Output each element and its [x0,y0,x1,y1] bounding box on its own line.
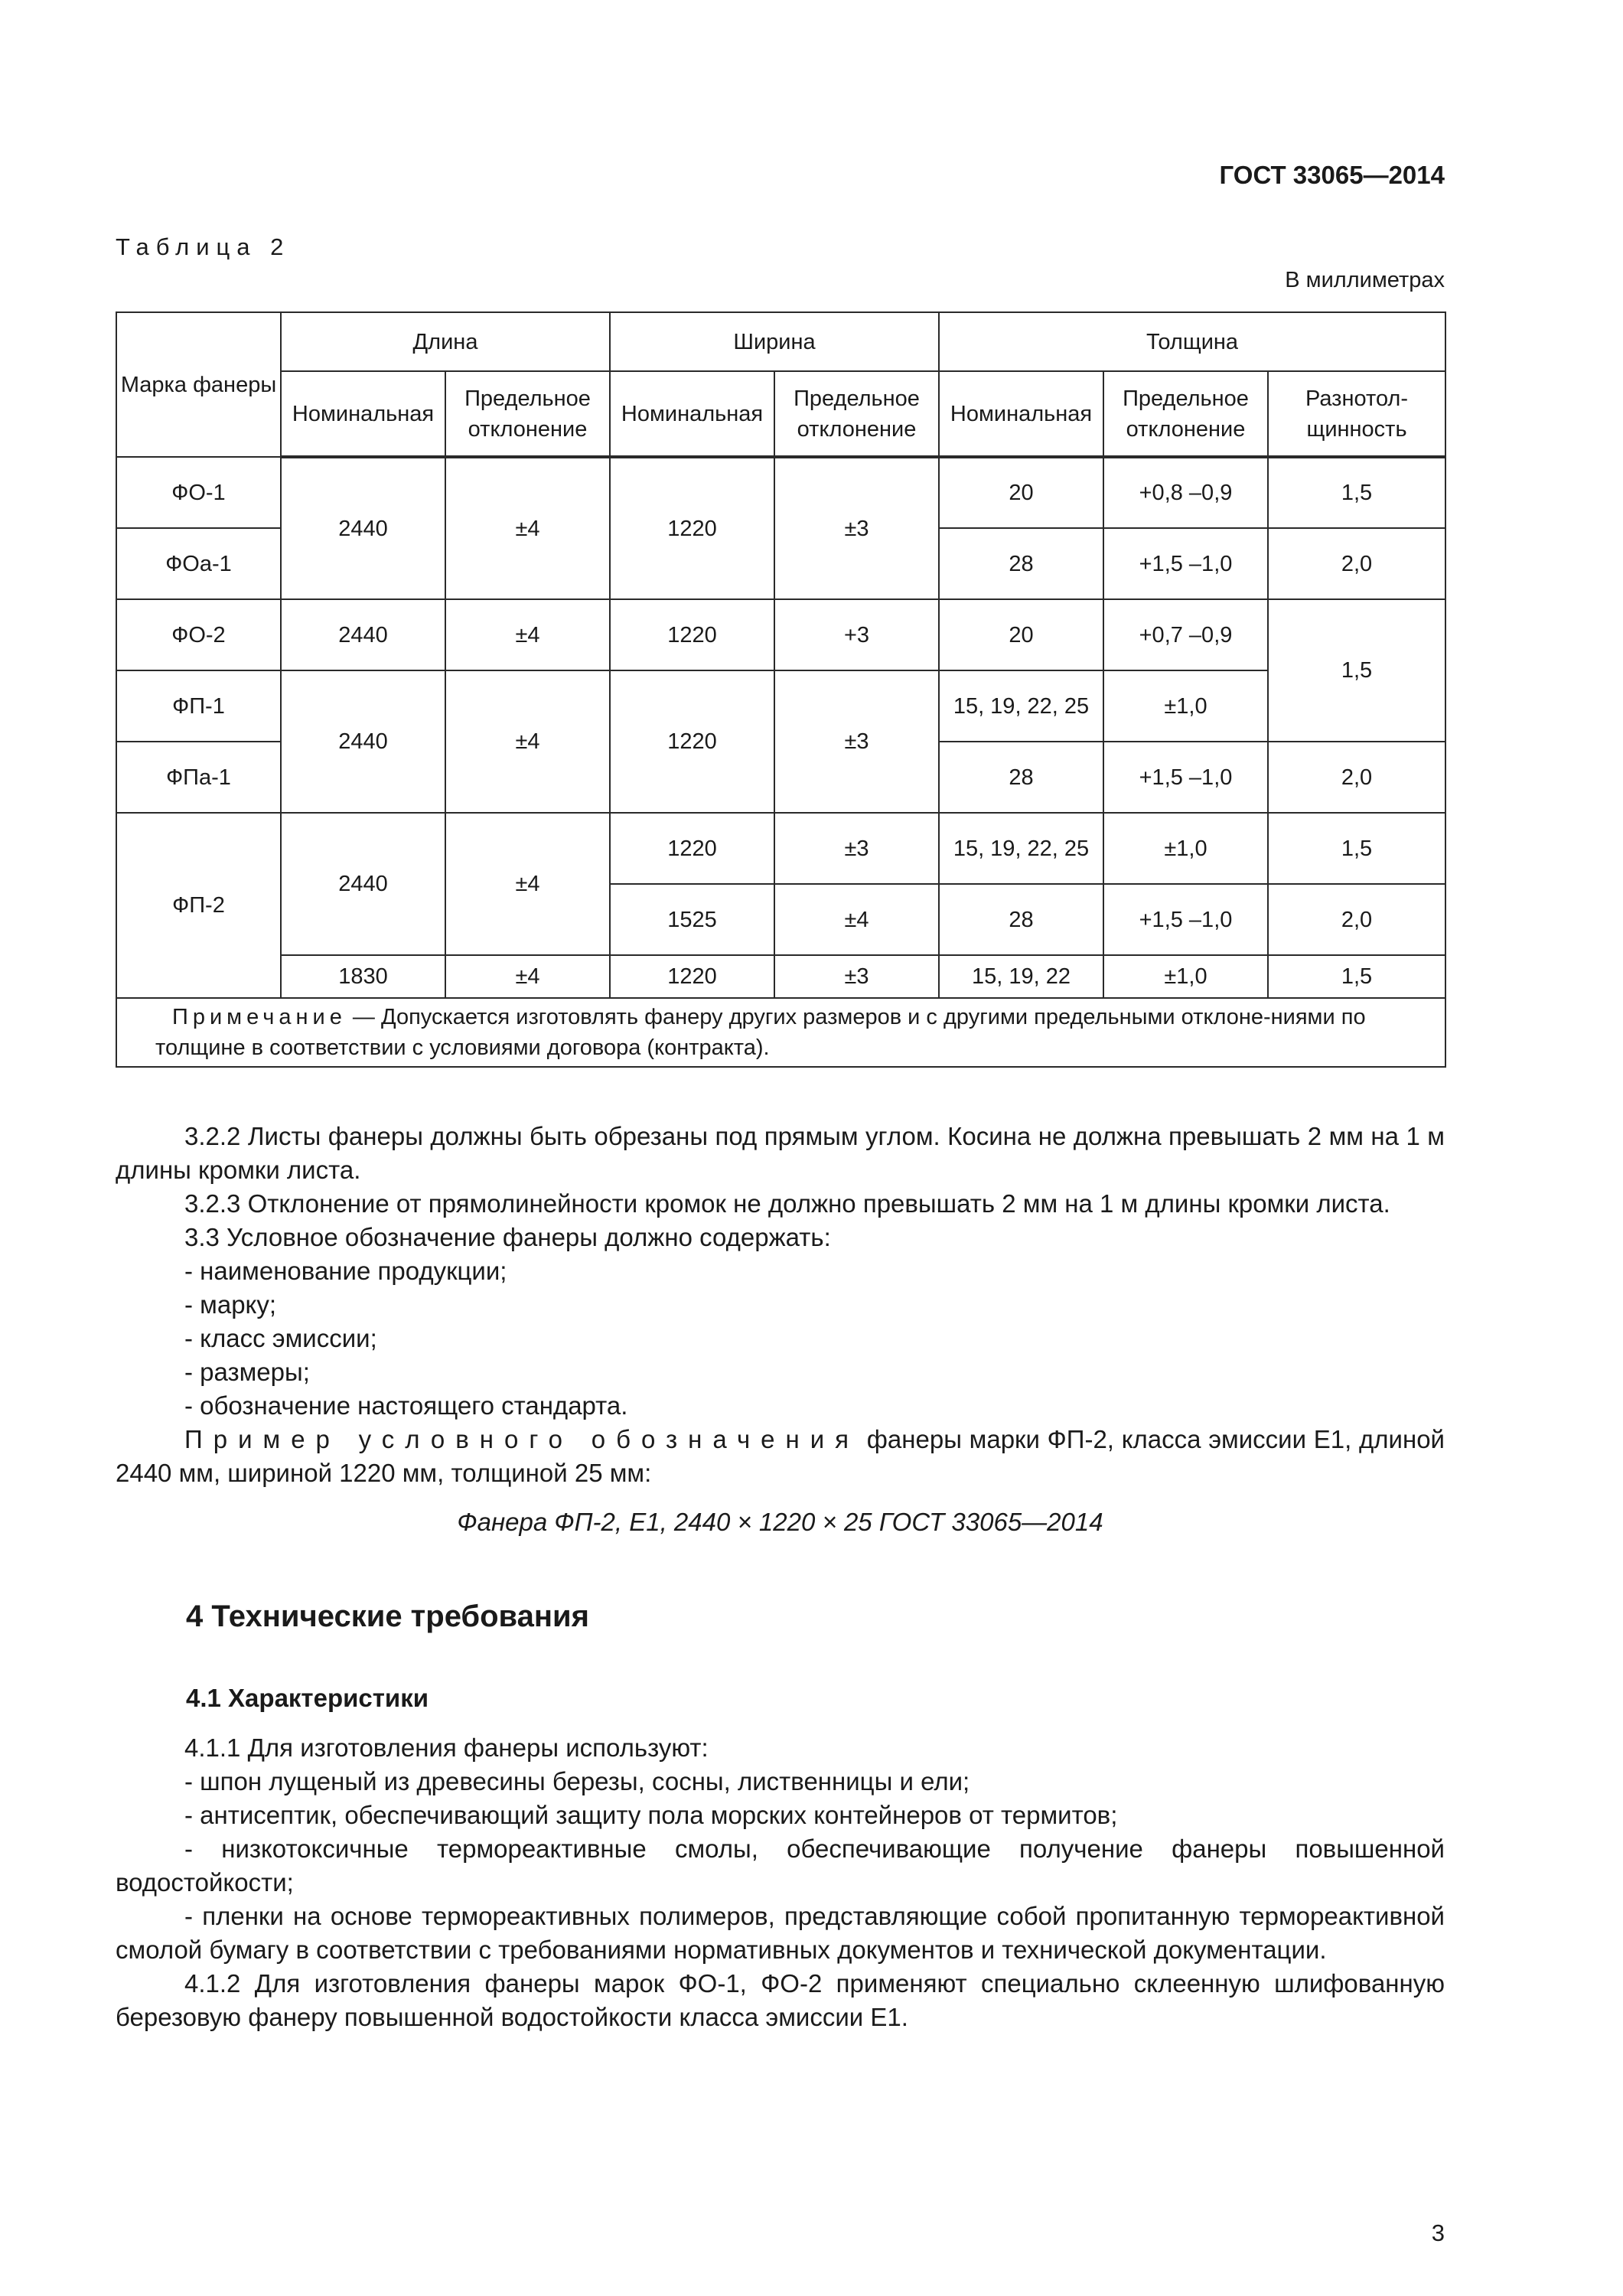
mark-cell: ФО-1 [116,457,281,528]
thickness-variation-cell: 1,5 [1268,457,1445,528]
header-length-deviation: Предельное отклонение [445,371,610,457]
thickness-variation-cell: 1,5 [1268,813,1445,884]
header-width-nominal: Номинальная [610,371,774,457]
list-item: - низкотоксичные термореактивные смолы, обеспечивающие получение фанеры повышенной водостойкости; [116,1835,1445,1896]
example-paragraph [116,1423,1445,1490]
header-thickness-deviation: Предельное отклонение [1103,371,1268,457]
mark-cell: ФП-1 [116,670,281,742]
thickness-variation-cell: 2,0 [1268,742,1445,813]
dimensions-table [116,311,1446,1068]
length-deviation-cell: ±4 [445,670,610,813]
paragraph-3-2-3: 3.2.3 Отклонение от прямолинейности кромок не должно превышать 2 мм на 1 м длины кромки листа. [184,1189,1390,1218]
list-item: - марку; [184,1290,277,1319]
thickness-deviation-cell: +0,7 –0,9 [1103,599,1268,670]
mark-cell: ФО-2 [116,599,281,670]
designation-example: Фанера ФП-2, Е1, 2440 × 1220 × 25 ГОСТ 33065—2014 [457,1508,1103,1536]
length-deviation-cell: ±4 [445,457,610,599]
page-number: 3 [1431,2219,1445,2246]
thickness-deviation-cell: ±1,0 [1103,955,1268,998]
thickness-nominal-cell: 28 [939,742,1103,813]
thickness-nominal-cell: 15, 19, 22, 25 [939,670,1103,742]
paragraph-4-1-1: 4.1.1 Для изготовления фанеры используют: [184,1733,709,1762]
length-nominal-cell: 2440 [281,813,445,955]
length-deviation-cell: ±4 [445,955,610,998]
header-mark: Марка фанеры [116,312,281,457]
width-deviation-cell: ±3 [774,813,939,884]
list-item: - пленки на основе термореактивных полимеров, представляющие собой пропитанную термореактивной смолой бумагу в соответствии с требованиями нормативных документов и технической документации. [116,1902,1445,1964]
header-width: Ширина [610,312,939,371]
width-deviation-cell: ±3 [774,457,939,599]
width-nominal-cell: 1220 [610,599,774,670]
list-item: - обозначение настоящего стандарта. [184,1391,628,1420]
thickness-nominal-cell: 15, 19, 22, 25 [939,813,1103,884]
length-nominal-cell: 2440 [281,457,445,599]
mark-cell: ФОа-1 [116,528,281,599]
header-length: Длина [281,312,610,371]
list-item: - антисептик, обеспечивающий защиту пола морских контейнеров от термитов; [184,1801,1118,1829]
thickness-variation-cell: 1,5 [1268,599,1445,742]
thickness-nominal-cell: 20 [939,457,1103,528]
header-thickness: Толщина [939,312,1445,371]
width-nominal-cell: 1220 [610,955,774,998]
note-label: Примечание [172,1005,347,1029]
width-nominal-cell: 1220 [610,670,774,813]
list-item: - наименование продукции; [184,1257,507,1285]
section-3-text [116,1120,1445,1539]
example-label: Пример условного обозначения [184,1425,860,1453]
table-caption: Таблица 2 [116,233,291,260]
width-nominal-cell: 1525 [610,884,774,955]
thickness-nominal-cell: 28 [939,528,1103,599]
width-deviation-cell: ±3 [774,670,939,813]
width-deviation-cell: ±4 [774,884,939,955]
paragraph-3-3: 3.3 Условное обозначение фанеры должно содержать: [184,1223,831,1251]
width-nominal-cell: 1220 [610,457,774,599]
subsection-4-1-heading: 4.1 Характеристики [186,1684,429,1712]
thickness-nominal-cell: 28 [939,884,1103,955]
header-width-deviation: Предельное отклонение [774,371,939,457]
thickness-variation-cell: 2,0 [1268,528,1445,599]
length-deviation-cell: ±4 [445,813,610,955]
thickness-deviation-cell: ±1,0 [1103,670,1268,742]
thickness-deviation-cell: +1,5 –1,0 [1103,742,1268,813]
list-item: - класс эмиссии; [184,1324,377,1352]
length-nominal-cell: 2440 [281,599,445,670]
mark-cell: ФП-2 [116,813,281,998]
table-note [116,998,1445,1067]
length-deviation-cell: ±4 [445,599,610,670]
thickness-variation-cell: 2,0 [1268,884,1445,955]
thickness-deviation-cell: ±1,0 [1103,813,1268,884]
thickness-variation-cell: 1,5 [1268,955,1445,998]
header-thickness-variation: Разнотол- щинность [1268,371,1445,457]
length-nominal-cell: 1830 [281,955,445,998]
example-text: фанеры марки ФП-2, класса эмиссии Е1, длиной 2440 мм, шириной 1220 мм, толщиной 25 мм: [116,1425,1445,1487]
header-thickness-nominal: Номинальная [939,371,1103,457]
header-length-nominal: Номинальная [281,371,445,457]
document-header: ГОСТ 33065—2014 [1219,161,1445,189]
paragraph-3-2-2: 3.2.2 Листы фанеры должны быть обрезаны под прямым углом. Косина не должна превышать 2 мм на 1 м длины кромки листа. [116,1122,1445,1184]
thickness-deviation-cell: +1,5 –1,0 [1103,884,1268,955]
section-4-heading: 4 Технические требования [186,1600,589,1633]
section-4-text [116,1731,1445,2034]
note-text: — Допускается изготовлять фанеру других размеров и с другими предельными отклоне-ниями по толщине в соответствии с условиями договора (контракта). [155,1005,1366,1060]
thickness-nominal-cell: 15, 19, 22 [939,955,1103,998]
thickness-deviation-cell: +0,8 –0,9 [1103,457,1268,528]
width-deviation-cell: +3 [774,599,939,670]
table-units: В миллиметрах [1285,268,1445,292]
paragraph-4-1-2: 4.1.2 Для изготовления фанеры марок ФО-1, ФО-2 применяют специально склеенную шлифованную березовую фанеру повышенной водостойкости класса эмиссии Е1. [116,1969,1445,2031]
list-item: - шпон лущеный из древесины березы, сосны, лиственницы и ели; [184,1767,970,1795]
width-nominal-cell: 1220 [610,813,774,884]
thickness-nominal-cell: 20 [939,599,1103,670]
width-deviation-cell: ±3 [774,955,939,998]
list-item: - размеры; [184,1358,310,1386]
length-nominal-cell: 2440 [281,670,445,813]
mark-cell: ФПа-1 [116,742,281,813]
thickness-deviation-cell: +1,5 –1,0 [1103,528,1268,599]
